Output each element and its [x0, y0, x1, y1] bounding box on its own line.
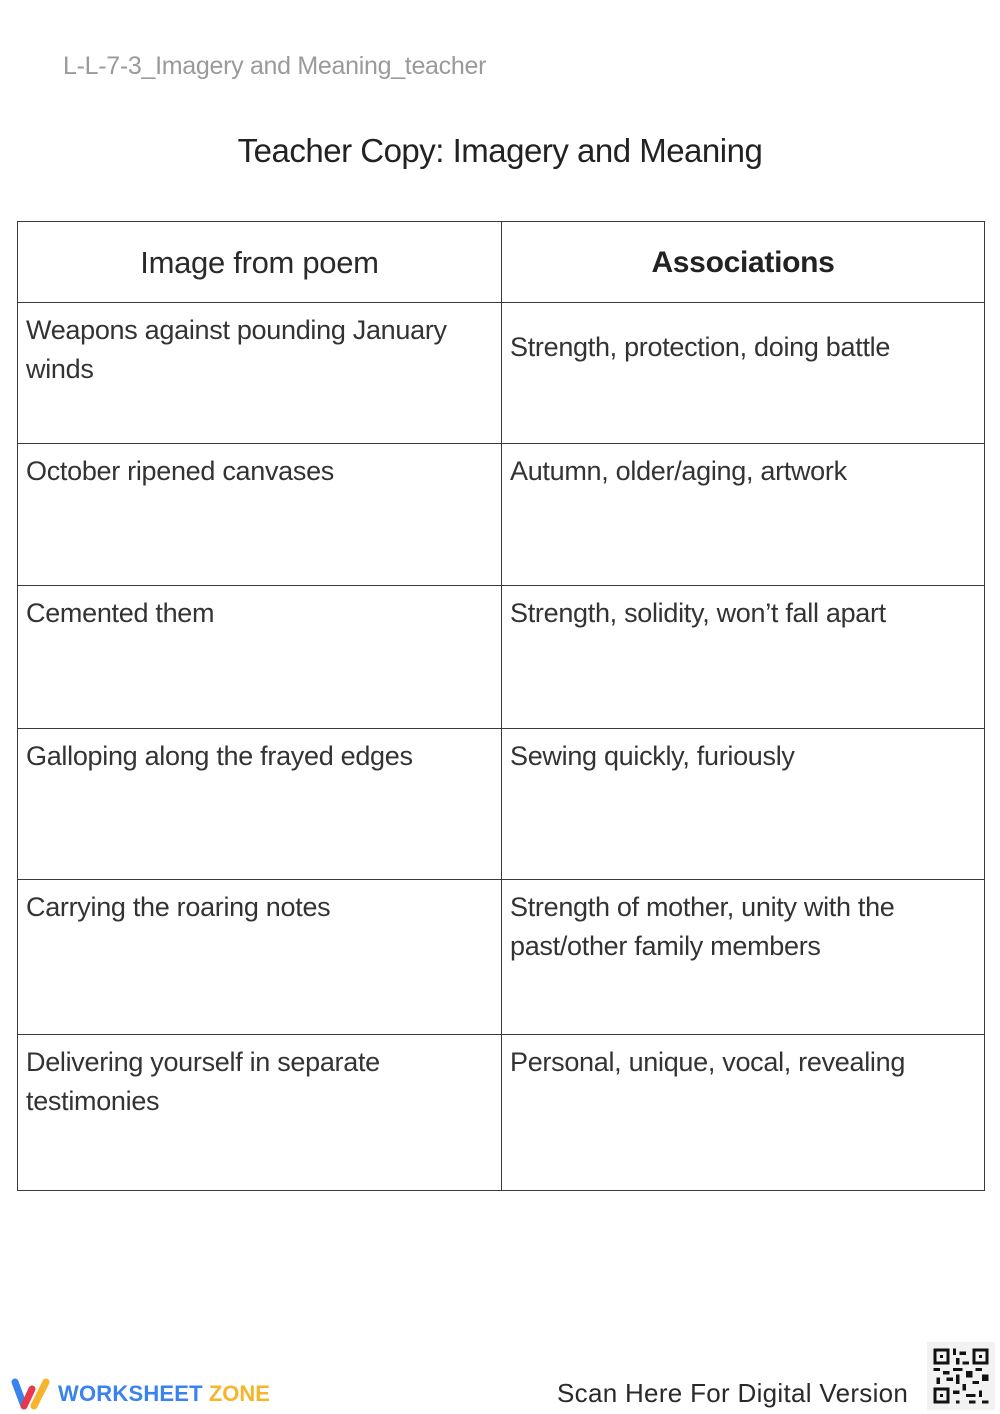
- associations-cell: Strength of mother, unity with the past/other family members: [502, 880, 985, 1035]
- document-file-label: L-L-7-3_Imagery and Meaning_teacher: [63, 52, 487, 80]
- header-image-from-poem: Image from poem: [18, 222, 502, 303]
- table-row: [18, 1035, 985, 1191]
- image-cell: Delivering yourself in separate testimonies: [18, 1035, 502, 1191]
- imagery-table: [17, 221, 985, 1191]
- associations-cell: Strength, solidity, won’t fall apart: [502, 586, 985, 729]
- associations-cell: Autumn, older/aging, artwork: [502, 444, 985, 586]
- table-row: [18, 729, 985, 880]
- associations-cell: Strength, protection, doing battle: [502, 303, 985, 444]
- table-row: [18, 444, 985, 586]
- brand-name-zone: ZONE: [208, 1381, 270, 1406]
- associations-cell: Sewing quickly, furiously: [502, 729, 985, 880]
- brand-name-worksheet: WORKSHEET: [58, 1381, 203, 1406]
- header-associations: Associations: [502, 222, 985, 303]
- associations-cell: Personal, unique, vocal, revealing: [502, 1035, 985, 1191]
- scan-instruction: Scan Here For Digital Version: [557, 1378, 909, 1408]
- worksheetzone-logo-icon: [10, 1377, 54, 1411]
- image-cell: Carrying the roaring notes: [18, 880, 502, 1035]
- image-cell: Cemented them: [18, 586, 502, 729]
- table-row: [18, 586, 985, 729]
- table-header-row: [18, 222, 985, 303]
- page-title: Teacher Copy: Imagery and Meaning: [237, 132, 763, 169]
- worksheetzone-logo[interactable]: [10, 1376, 270, 1412]
- image-cell: Galloping along the frayed edges: [18, 729, 502, 880]
- image-cell: October ripened canvases: [18, 444, 502, 586]
- image-cell: Weapons against pounding January winds: [18, 303, 502, 444]
- table-row: [18, 880, 985, 1035]
- table-row: [18, 303, 985, 444]
- qr-code-icon[interactable]: [927, 1342, 995, 1410]
